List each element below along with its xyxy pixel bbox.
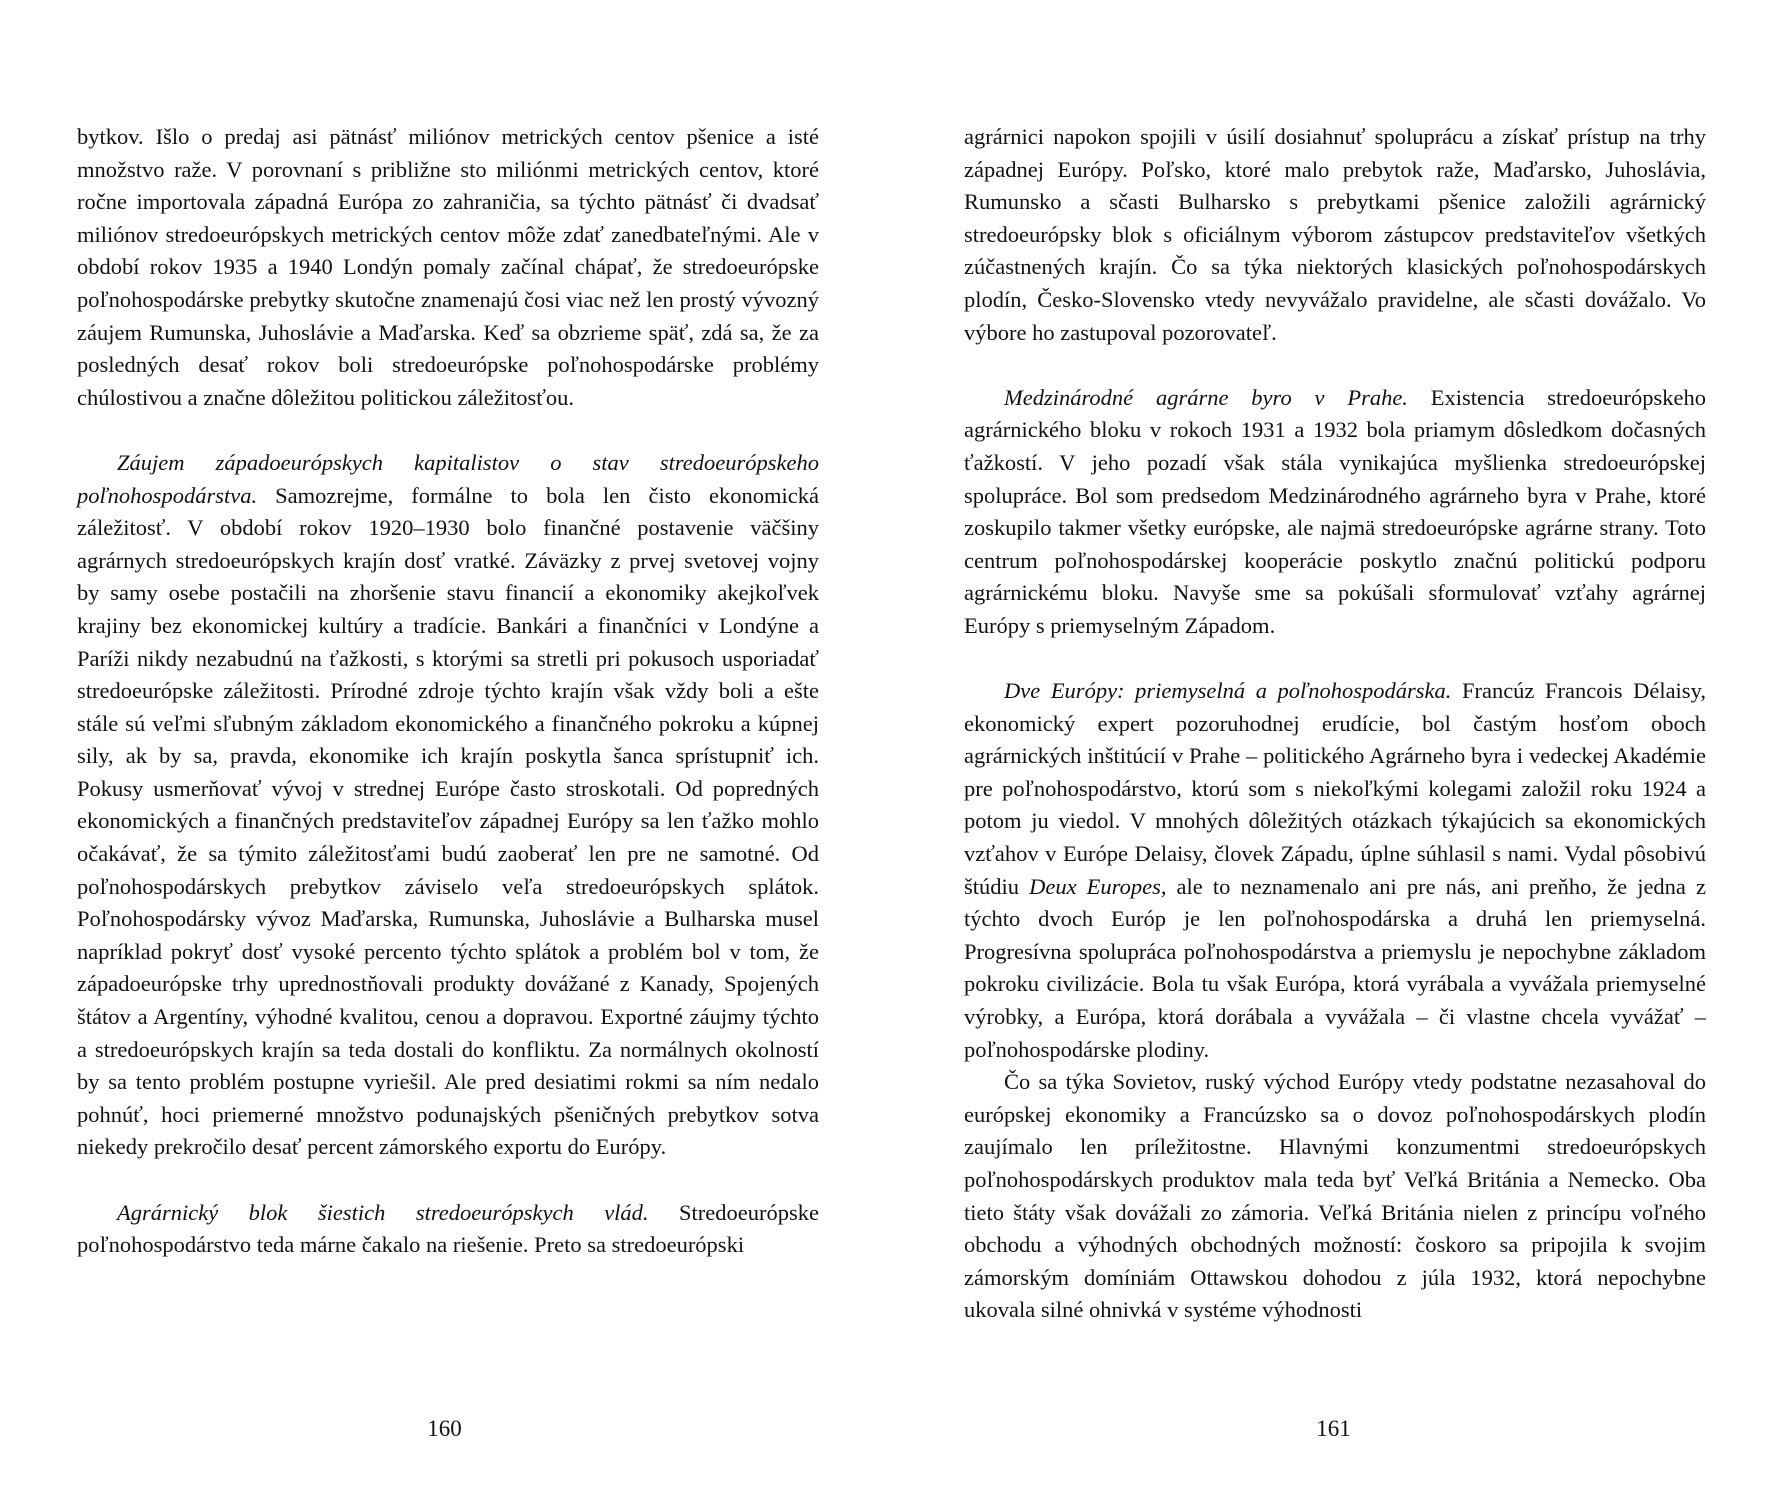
paragraph-gap: [964, 643, 1706, 676]
paragraph-gap: [77, 1164, 819, 1197]
paragraph: agrárnici napokon spojili v úsilí dosiahnuť spoluprácu a získať prístup na trhy západnej Európy. Poľsko, ktoré malo prebytok raže, Maďarsko, Juhoslávia, Rumunsko a sčasti Bulharsko s prebytkami pšenice založili agrárnický stredoeurópsky blok s oficiálnym výborom zástupcov predstaviteľov všetkých zúčastnených krajín. Čo sa týka niektorých klasických poľnohospodárskych plodín, Česko-Slovensko vtedy nevyvážalo pravidelne, ale sčasti dovážalo. Vo výbore ho zastupoval pozorovateľ.: [964, 124, 1706, 345]
paragraph: Čo sa týka Sovietov, ruský východ Európy vtedy podstatne nezasahoval do európskej ekonomiky a Francúzsko sa o dovoz poľnohospodárskych plodín zaujímalo len príležitostne. Hlavnými konzumentmi stredoeurópskych poľnohospodárskych produktov mala teda byť Veľká Británia a Nemecko. Oba tieto štáty však dovážali zo zámoria. Veľká Británia nielen z princípu voľného obchodu a výhodných obchodných možností: čoskoro sa pripojila k svojim zámorským domíniám Ottawskou dohodou z júla 1932, ktorá nepochybne ukovala silné ohnivká v systéme výhodnosti: [964, 1069, 1706, 1323]
section-paragraph: [964, 675, 1706, 1066]
paragraph: bytkov. Išlo o predaj asi pätnásť miliónov metrických centov pšenice a isté množstvo raže. V porovnaní s približne sto miliónmi metrických centov, ktoré ročne importovala západná Európa zo zahraničia, sa týchto pätnásť či dvadsať miliónov stredoeurópskych metrických centov môže zdať zanedbateľnými. Ale v období rokov 1935 a 1940 Londýn pomaly začínal chápať, že stredoeurópske poľnohospodárske prebytky skutočne znamenajú čosi viac než len prostý vývozný záujem Rumunska, Juhoslávie a Maďarska. Keď sa obzrieme späť, zdá sa, že za posledných desať rokov boli stredoeurópske poľnohospodárske problémy chúlostivou a značne dôležitou politickou záležitosťou.: [77, 124, 819, 410]
page-number: 161: [1316, 1416, 1351, 1441]
book-title: Deux Europes: [1029, 873, 1161, 899]
section-text: Existencia stredoeurópskeho agrárnického bloku v rokoch 1931 a 1932 bola priamym dôsledkom dočasných ťažkostí. V jeho pozadí však stála vynikajúca myšlienka stredoeurópskej spolupráce. Bol som predsedom Medzinárodného agrárneho byra v Prahe, ktoré zoskupilo takmer všetky európske, ale najmä stredoeurópske agrárne strany. Toto centrum poľnohospodárskej kooperácie poskytlo značnú politickú podporu agrárnickému bloku. Navyše sme sa pokúšali sformulovať vzťahy agrárnej Európy s priemyselným Západom.: [964, 384, 1706, 638]
section-paragraph: [964, 382, 1706, 643]
section-heading: Záujem západoeurópskych kapitalistov o stav stredoeurópskeho poľnohospodárstva.: [77, 449, 819, 508]
paragraph-gap: [964, 349, 1706, 382]
section-paragraph: [77, 447, 819, 1164]
section-text: , ale to neznamenalo ani pre nás, ani preňho, že jedna z týchto dvoch Európ je len poľnohospodárska a druhá len priemyselná. Progresívna spolupráca poľnohospodárstva a priemyslu je nepochybne základom pokroku civilizácie. Bola tu však Európa, ktorá vyrábala a vyvážala priemyselné výrobky, a Európa, ktorá dorábala a vyvážala – či vlastne chcela vyvážať – poľnohospodárske plodiny.: [964, 873, 1706, 1062]
left-page-text-column: [77, 121, 819, 1262]
paragraph-gap: [77, 414, 819, 447]
section-paragraph: [77, 1197, 819, 1262]
section-heading: Dve Európy: priemyselná a poľnohospodárska.: [1004, 678, 1452, 704]
section-heading: Agrárnický blok šiestich stredoeurópskych vlád.: [117, 1199, 649, 1225]
right-page: [889, 0, 1778, 1500]
section-heading: Medzinárodné agrárne byro v Prahe.: [1004, 384, 1408, 410]
right-page-text-column: [964, 121, 1706, 1327]
section-text: Francúz Francois Délaisy, ekonomický expert pozoruhodnej erudície, bol častým hosťom oboch agrárnických inštitúcií v Prahe – politického Agrárneho byra i vedeckej Akadémie pre poľnohospodárstvo, ktorú som s niekoľkými kolegami založil roku 1924 a potom ju viedol. V mnohých dôležitých otázkach týkajúcich sa ekonomických vzťahov v Európe Delaisy, človek Západu, úplne súhlasil s nami. Vydal pôsobivú štúdiu: [964, 678, 1706, 899]
section-text: Stredoeurópske poľnohospodárstvo teda márne čakalo na riešenie. Preto sa stredoeurópski: [77, 1199, 819, 1258]
section-text: Samozrejme, formálne to bola len čisto ekonomická záležitosť. V období rokov 1920–1930 bolo finančné postavenie väčšiny agrárnych stredoeurópskych krajín dosť vratké. Záväzky z prvej svetovej vojny by samy osebe postačili na zhoršenie stavu financií a ekonomiky akejkoľvek krajiny bez ekonomickej kultúry a tradície. Bankári a finančníci v Londýne a Paríži nikdy nezabudnú na ťažkosti, s ktorými sa stretli pri pokusoch usporiadať stredoeurópske záležitosti. Prírodné zdroje týchto krajín však vždy boli a ešte stále sú veľmi sľubným základom ekonomického a finančného pokroku a kúpnej sily, ak by sa, pravda, ekonomike ich krajín poskytla šanca sprístupniť ich. Pokusy usmerňovať vývoj v strednej Európe často stroskotali. Od popredných ekonomických a finančných predstaviteľov západnej Európy sa len ťažko mohlo očakávať, že sa týmito záležitosťami budú zaoberať len pre ne samotné. Od poľnohospodárskych prebytkov záviselo veľa stredoeurópskych splátok. Poľnohospodársky vývoz Maďarska, Rumunska, Juhoslávie a Bulharska musel napríklad pokryť dosť vysoké percento týchto splátok a problém bol v tom, že západoeurópske trhy uprednostňovali produkty dovážané z Kanady, Spojených štátov a Argentíny, výhodné kvalitou, cenou a dopravou. Exportné záujmy týchto a stredoeurópskych krajín sa teda dostali do konfliktu. Za normálnych okolností by sa tento problém postupne vyriešil. Ale pred desiatimi rokmi sa ním nedalo pohnúť, hoci priemerné množstvo podunajských pšeničných prebytkov sotva niekedy prekročilo desať percent zámorského exportu do Európy.: [77, 482, 819, 1160]
page-number: 160: [427, 1416, 462, 1441]
